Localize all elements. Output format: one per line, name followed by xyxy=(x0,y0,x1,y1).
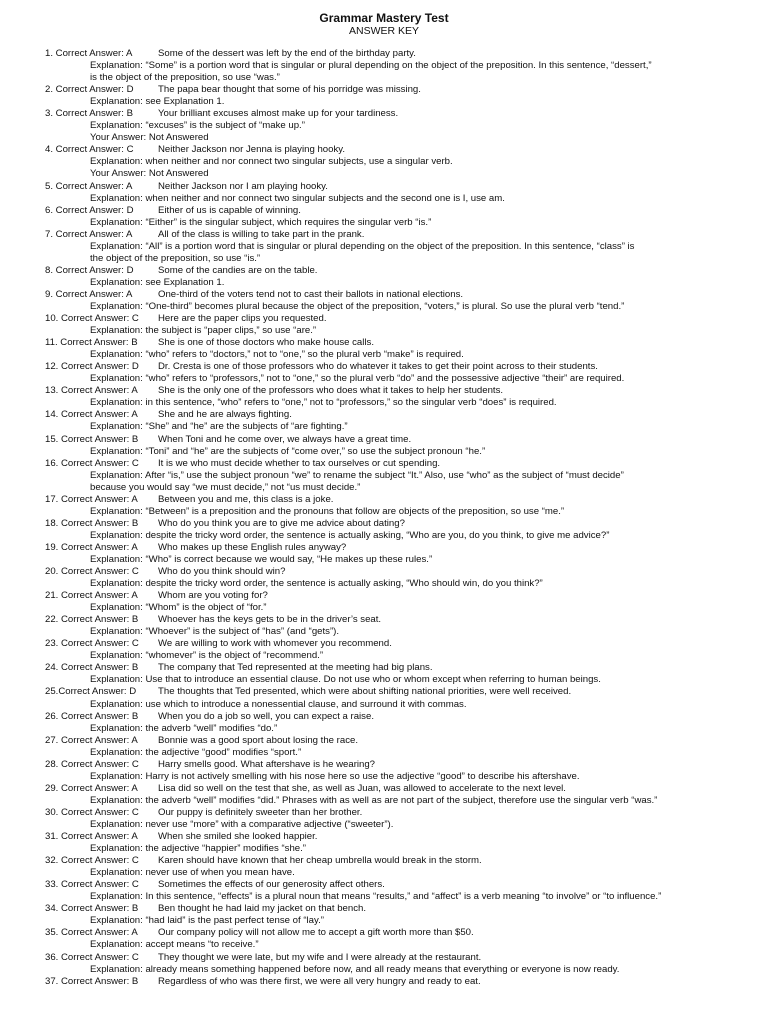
correct-answer-label: 11. Correct Answer: B xyxy=(45,337,138,349)
explanation-line: Explanation: “Some” is a portion word that is singular or plural depending on the object of the preposition. In this sentence, “dessert,” xyxy=(90,60,652,72)
answer-item xyxy=(45,205,728,229)
explanation-line: the object of the preposition, so use “is.” xyxy=(90,252,261,264)
answer-item xyxy=(45,735,728,759)
explanation-line: Explanation: “Toni” and “he” are the subjects of “come over,” so use the subject pronoun “he.” xyxy=(90,445,486,457)
explanation-line: Explanation: “had laid” is the past perfect tense of “lay.” xyxy=(90,915,324,927)
answer-item xyxy=(45,361,728,385)
answer-sentence: When she smiled she looked happier. xyxy=(158,831,318,843)
question-line xyxy=(45,903,728,915)
explanation-line: Explanation: “whomever” is the object of “recommend.” xyxy=(90,650,324,662)
question-line xyxy=(45,181,728,193)
question-line xyxy=(45,434,728,446)
question-line xyxy=(45,48,728,60)
explanation-line: Explanation: already means something happened before now, and all ready means that everything or everyone is now ready. xyxy=(90,963,620,975)
answer-item xyxy=(45,229,728,265)
answer-item xyxy=(45,181,728,205)
question-line xyxy=(45,144,728,156)
correct-answer-label: 14. Correct Answer: A xyxy=(45,409,138,421)
answer-item xyxy=(45,590,728,614)
question-line xyxy=(45,735,728,747)
answer-sentence: Between you and me, this class is a joke. xyxy=(158,493,334,505)
answer-item xyxy=(45,952,728,976)
explanation-line: Explanation: “who” refers to “doctors,” not to “one,” so the plural verb “make” is required. xyxy=(90,349,464,361)
explanation-line: Explanation: when neither and nor connect two singular subjects and the second one is I, use am. xyxy=(90,192,505,204)
answer-sentence: Sometimes the effects of our generosity affect others. xyxy=(158,879,385,891)
correct-answer-label: 2. Correct Answer: D xyxy=(45,84,134,96)
answer-sentence: Harry smells good. What aftershave is he wearing? xyxy=(158,758,376,770)
question-line xyxy=(45,927,728,939)
answer-item xyxy=(45,879,728,903)
explanation-line: Explanation: Use that to introduce an essential clause. Do not use who or whom except when referring to human beings. xyxy=(90,674,601,686)
answer-sentence: We are willing to work with whomever you recommend. xyxy=(158,638,392,650)
explanation-line: Explanation: “Between” is a preposition and the pronouns that follow are objects of the preposition, so use “me.” xyxy=(90,505,565,517)
correct-answer-label: 6. Correct Answer: D xyxy=(45,204,134,216)
correct-answer-label: 29. Correct Answer: A xyxy=(45,782,138,794)
question-line xyxy=(45,686,728,698)
explanation-line: Explanation: the adjective “happier” modifies “she.” xyxy=(90,843,306,855)
page-title: Grammar Mastery Test xyxy=(319,11,449,25)
answer-sentence: Dr. Cresta is one of those professors who do whatever it takes to get their point across to their students. xyxy=(158,361,598,373)
explanation-line: Explanation: “Either” is the singular subject, which requires the singular verb “is.” xyxy=(90,216,432,228)
answer-item xyxy=(45,518,728,542)
answer-sentence: Some of the dessert was left by the end of the birthday party. xyxy=(158,48,416,59)
question-line xyxy=(45,638,728,650)
explanation-line: Explanation: the adverb “well” modifies “do.” xyxy=(90,722,278,734)
answer-sentence: It is we who must decide whether to tax ourselves or cut spending. xyxy=(158,457,441,469)
question-line xyxy=(45,614,728,626)
answer-sentence: Regardless of who was there first, we were all very hungry and ready to eat. xyxy=(158,975,481,987)
correct-answer-label: 28. Correct Answer: C xyxy=(45,758,139,770)
correct-answer-label: 35. Correct Answer: A xyxy=(45,927,138,939)
answer-item xyxy=(45,458,728,494)
answer-sentence: When you do a job so well, you can expect a raise. xyxy=(158,710,374,722)
explanation-line: Explanation: see Explanation 1. xyxy=(90,96,225,108)
answer-sentence: Who do you think you are to give me advice about dating? xyxy=(158,517,405,529)
answer-item xyxy=(45,108,728,144)
correct-answer-label: 4. Correct Answer: C xyxy=(45,144,134,156)
answer-sentence: Whom are you voting for? xyxy=(158,590,268,602)
correct-answer-label: 15. Correct Answer: B xyxy=(45,433,139,445)
explanation-line: Explanation: never use “more” with a comparative adjective (“sweeter”). xyxy=(90,819,394,830)
explanation-line: Explanation: use which to introduce a nonessential clause, and surround it with commas. xyxy=(90,698,467,710)
answer-sentence: She is the only one of the professors who does what it takes to help her students. xyxy=(158,385,504,397)
answer-sentence: Either of us is capable of winning. xyxy=(158,204,301,216)
page-subtitle: ANSWER KEY xyxy=(348,25,419,37)
question-line xyxy=(45,855,728,867)
question-line xyxy=(45,84,728,96)
correct-answer-label: 26. Correct Answer: B xyxy=(45,710,139,722)
correct-answer-label: 32. Correct Answer: C xyxy=(45,855,139,867)
correct-answer-label: 7. Correct Answer: A xyxy=(45,228,133,240)
explanation-line: Explanation: “Whom” is the object of “for.” xyxy=(90,602,267,614)
your-answer-line: Your Answer: Not Answered xyxy=(90,168,209,180)
answer-item xyxy=(45,759,728,783)
correct-answer-label: 37. Correct Answer: B xyxy=(45,975,139,987)
question-line xyxy=(45,458,728,470)
explanation-line: Explanation: “She” and “he” are the subjects of “are fighting.” xyxy=(90,421,348,433)
explanation-line: Explanation: “One-third” becomes plural because the object of the preposition, “voters,” is plural. So use the plural verb “tend.” xyxy=(90,300,625,312)
question-line xyxy=(45,518,728,530)
answer-sentence: Some of the candies are on the table. xyxy=(158,264,318,276)
question-line xyxy=(45,952,728,964)
answer-sentence: Neither Jackson nor I am playing hooky. xyxy=(158,180,328,192)
answer-item xyxy=(45,385,728,409)
correct-answer-label: 31. Correct Answer: A xyxy=(45,831,138,843)
correct-answer-label: 5. Correct Answer: A xyxy=(45,180,133,192)
answer-item xyxy=(45,313,728,337)
answer-sentence: The thoughts that Ted presented, which were about shifting national priorities, were well received. xyxy=(158,686,572,698)
answer-item xyxy=(45,976,728,988)
question-line xyxy=(45,711,728,723)
answer-sentence: When Toni and he come over, we always have a great time. xyxy=(158,433,412,445)
question-line xyxy=(45,542,728,554)
explanation-line: Explanation: never use of when you mean have. xyxy=(90,867,295,879)
answer-item xyxy=(45,434,728,458)
explanation-line: Explanation: “All” is a portion word that is singular or plural depending on the object of the preposition. In this sentence, “class” is xyxy=(90,240,635,252)
answer-sentence: Your brilliant excuses almost make up for your tardiness. xyxy=(158,108,399,120)
answer-sentence: Who do you think should win? xyxy=(158,566,286,578)
answer-sentence: Here are the paper clips you requested. xyxy=(158,313,327,325)
answer-item xyxy=(45,638,728,662)
question-line xyxy=(45,590,728,602)
question-line xyxy=(45,108,728,120)
correct-answer-label: 19. Correct Answer: A xyxy=(45,541,138,553)
correct-answer-label: 33. Correct Answer: C xyxy=(45,879,139,891)
correct-answer-label: 23. Correct Answer: C xyxy=(45,638,139,650)
correct-answer-label: 25.Correct Answer: D xyxy=(45,686,137,698)
question-line xyxy=(45,385,728,397)
question-line xyxy=(45,205,728,217)
question-line xyxy=(45,265,728,277)
explanation-line: Explanation: “who” refers to “professors,” not to “one,” so the plural verb “do” and the possessive adjective “their” are required. xyxy=(90,373,625,385)
answer-sentence: The company that Ted represented at the meeting had big plans. xyxy=(158,662,433,674)
correct-answer-label: 34. Correct Answer: B xyxy=(45,903,139,915)
answer-sentence: All of the class is willing to take part in the prank. xyxy=(158,228,365,240)
correct-answer-label: 27. Correct Answer: A xyxy=(45,734,138,746)
explanation-line: Explanation: see Explanation 1. xyxy=(90,276,225,288)
answer-item xyxy=(45,84,728,108)
your-answer-line: Your Answer: Not Answered xyxy=(90,132,209,144)
answer-item xyxy=(45,494,728,518)
answer-sentence: Our company policy will not allow me to accept a gift worth more than $50. xyxy=(158,927,474,939)
correct-answer-label: 18. Correct Answer: B xyxy=(45,517,139,529)
answer-item xyxy=(45,566,728,590)
correct-answer-label: 3. Correct Answer: B xyxy=(45,108,133,120)
correct-answer-label: 30. Correct Answer: C xyxy=(45,806,139,818)
answer-sentence: Karen should have known that her cheap umbrella would break in the storm. xyxy=(158,855,482,867)
explanation-line: Explanation: despite the tricky word order, the sentence is actually asking, “Who are you, do you think, to give me advice?” xyxy=(90,529,610,541)
explanation-line: Explanation: “Whoever” is the subject of “has” (and “gets”). xyxy=(90,626,340,638)
answer-item xyxy=(45,662,728,686)
explanation-line: because you would say “we must decide,” not “us must decide.” xyxy=(90,481,361,493)
answer-sentence: Neither Jackson nor Jenna is playing hooky. xyxy=(158,144,346,156)
question-line xyxy=(45,289,728,301)
explanation-line: is the object of the preposition, so use “was.” xyxy=(90,72,280,84)
explanation-line: Explanation: the adjective “good” modifies “sport.” xyxy=(90,746,302,758)
question-line xyxy=(45,759,728,771)
answer-item xyxy=(45,409,728,433)
correct-answer-label: 24. Correct Answer: B xyxy=(45,662,139,674)
question-line xyxy=(45,831,728,843)
explanation-line: Explanation: when neither and nor connect two singular subjects, use a singular verb. xyxy=(90,156,453,168)
answer-sentence: She is one of those doctors who make house calls. xyxy=(158,337,374,349)
answer-item xyxy=(45,265,728,289)
correct-answer-label: 16. Correct Answer: C xyxy=(45,457,139,469)
correct-answer-label: 20. Correct Answer: C xyxy=(45,566,139,578)
explanation-line: Explanation: the adverb “well” modifies “did.” Phrases with as well as are not part of the subject, therefore use the singular verb “was.” xyxy=(90,794,658,806)
question-line xyxy=(45,807,728,819)
question-line xyxy=(45,662,728,674)
explanation-line: Explanation: “Who” is correct because we would say, “He makes up these rules.” xyxy=(90,553,433,565)
answer-item xyxy=(45,686,728,710)
answer-sentence: Ben thought he had laid my jacket on that bench. xyxy=(158,903,367,915)
answer-item xyxy=(45,831,728,855)
question-line xyxy=(45,337,728,349)
answer-list xyxy=(0,48,768,988)
correct-answer-label: 21. Correct Answer: A xyxy=(45,590,138,602)
correct-answer-label: 1. Correct Answer: A xyxy=(45,48,133,59)
explanation-line: Explanation: despite the tricky word order, the sentence is actually asking, “Who should win, do you think?” xyxy=(90,578,543,590)
question-line xyxy=(45,783,728,795)
explanation-line: Explanation: the subject is “paper clips,” so use “are.” xyxy=(90,325,317,337)
correct-answer-label: 8. Correct Answer: D xyxy=(45,264,134,276)
explanation-line: Explanation: “excuses” is the subject of “make up.” xyxy=(90,120,305,132)
correct-answer-label: 17. Correct Answer: A xyxy=(45,493,138,505)
answer-sentence: The papa bear thought that some of his porridge was missing. xyxy=(158,84,421,96)
answer-item xyxy=(45,783,728,807)
explanation-line: Explanation: accept means “to receive.” xyxy=(90,939,259,951)
correct-answer-label: 22. Correct Answer: B xyxy=(45,614,139,626)
question-line xyxy=(45,409,728,421)
answer-item xyxy=(45,855,728,879)
question-line xyxy=(45,976,728,988)
answer-sentence: Our puppy is definitely sweeter than her brother. xyxy=(158,806,363,818)
question-line xyxy=(45,229,728,241)
answer-item xyxy=(45,542,728,566)
question-line xyxy=(45,313,728,325)
answer-sentence: They thought we were late, but my wife and I were already at the restaurant. xyxy=(158,951,482,963)
answer-item xyxy=(45,711,728,735)
answer-item xyxy=(45,807,728,831)
answer-sentence: One-third of the voters tend not to cast their ballots in national elections. xyxy=(158,288,464,300)
question-line xyxy=(45,494,728,506)
explanation-line: Explanation: in this sentence, “who” refers to “one,” not to “professors,” so the singular verb “does” is required. xyxy=(90,397,557,409)
answer-item xyxy=(45,337,728,361)
correct-answer-label: 9. Correct Answer: A xyxy=(45,288,133,300)
question-line xyxy=(45,361,728,373)
answer-item xyxy=(45,614,728,638)
correct-answer-label: 12. Correct Answer: D xyxy=(45,361,139,373)
correct-answer-label: 10. Correct Answer: C xyxy=(45,313,139,325)
correct-answer-label: 36. Correct Answer: C xyxy=(45,951,139,963)
question-line xyxy=(45,566,728,578)
answer-item xyxy=(45,927,728,951)
question-line xyxy=(45,879,728,891)
answer-item xyxy=(45,48,728,84)
explanation-line: Explanation: Harry is not actively smelling with his nose here so use the adjective “good” to describe his aftershave. xyxy=(90,770,580,782)
answer-sentence: Whoever has the keys gets to be in the driver’s seat. xyxy=(158,614,382,626)
answer-sentence: She and he are always fighting. xyxy=(158,409,292,421)
answer-item xyxy=(45,144,728,180)
answer-sentence: Who makes up these English rules anyway? xyxy=(158,541,347,553)
explanation-line: Explanation: In this sentence, “effects” is a plural noun that means “results,” and “affect” is a verb meaning “to involve” or “to influence.” xyxy=(90,891,662,903)
answer-sentence: Lisa did so well on the test that she, as well as Juan, was allowed to accelerate to the next level. xyxy=(158,782,566,794)
answer-sentence: Bonnie was a good sport about losing the race. xyxy=(158,734,359,746)
correct-answer-label: 13. Correct Answer: A xyxy=(45,385,138,397)
explanation-line: Explanation: After “is,” use the subject pronoun “we” to rename the subject “It.” Also, use “who” as the subject of “must decide” xyxy=(90,469,624,481)
answer-item xyxy=(45,289,728,313)
answer-item xyxy=(45,903,728,927)
